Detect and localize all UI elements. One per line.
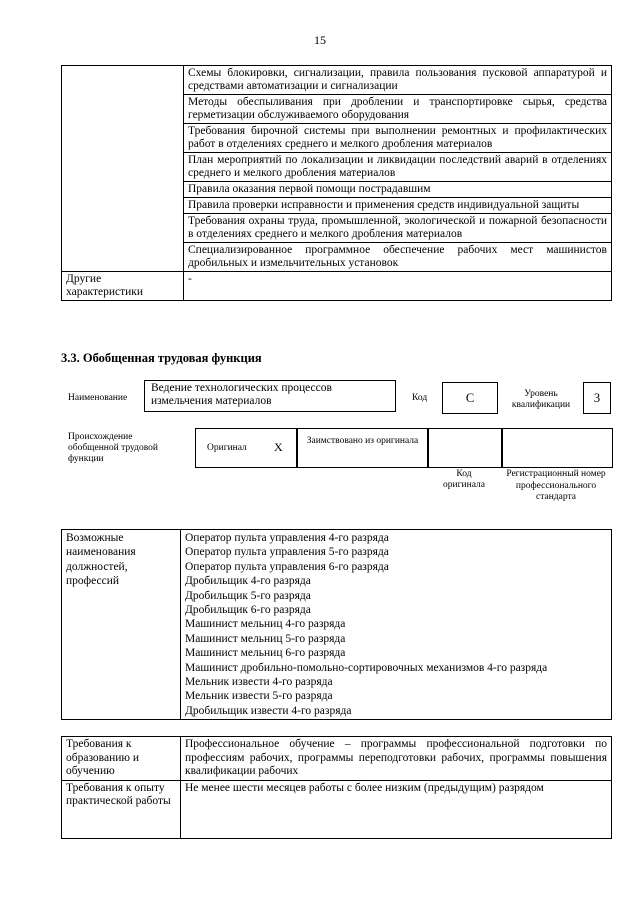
- position-item: Оператор пульта управления 6-го разряда: [185, 560, 389, 573]
- position-item: Оператор пульта управления 5-го разряда: [185, 546, 389, 559]
- position-item: Машинист дробильно-помольно-сортировочных механизмов 4-го разряда: [185, 661, 548, 674]
- name-label: Наименование: [68, 393, 128, 403]
- position-item: Мельник извести 5-го разряда: [185, 690, 333, 703]
- section-title: 3.3. Обобщенная трудовая функция: [61, 351, 262, 365]
- table-cell-empty: [62, 66, 184, 272]
- table-row: [62, 737, 612, 781]
- experience-label: Требования к опыту практической работы: [62, 780, 181, 838]
- borrowed-box: [296, 428, 429, 468]
- reg-number-caption: Регистрационный номер профессионального стандарта: [506, 469, 606, 502]
- position-item: Машинист мельниц 6-го разряда: [185, 647, 346, 660]
- original-mark: X: [274, 440, 283, 454]
- code-value: C: [465, 391, 475, 405]
- borrowed-label: Заимствовано из оригинала: [306, 436, 419, 446]
- knowledge-item: Требования охраны труда, промышленной, экологической и пожарной безопасности в отделениях среднего и мелкого дробления материалов: [184, 214, 612, 243]
- position-item: Оператор пульта управления 4-го разряда: [185, 532, 389, 544]
- position-item: Машинист мельниц 4-го разряда: [185, 618, 346, 631]
- knowledge-table: [61, 65, 612, 301]
- knowledge-item: Схемы блокировки, сигнализации, правила пользования пусковой аппаратурой и средствами автоматизации и сигнализации: [184, 66, 612, 95]
- position-item: Машинист мельниц 5-го разряда: [185, 632, 346, 645]
- experience-value: Не менее шести месяцев работы с более низким (предыдущим) разрядом: [181, 780, 612, 838]
- code-label: Код: [412, 393, 428, 403]
- position-item: Дробильщик 4-го разряда: [185, 575, 311, 588]
- other-label: Другие характеристики: [62, 272, 184, 301]
- other-value: -: [184, 272, 612, 301]
- name-value: Ведение технологических процессов измельчения материалов: [151, 382, 332, 407]
- code-original-box: [427, 428, 503, 468]
- requirements-table: [61, 736, 612, 839]
- original-label: Оригинал: [207, 443, 247, 453]
- position-item: Мельник извести 4-го разряда: [185, 676, 333, 689]
- positions-list: [181, 530, 612, 720]
- knowledge-item: План мероприятий по локализации и ликвидации последствий аварий в отделениях среднего и мелкого дробления материалов: [184, 153, 612, 182]
- reg-number-box: [501, 428, 613, 468]
- code-box: [442, 382, 498, 414]
- level-value: 3: [593, 391, 601, 405]
- positions-table: [61, 529, 612, 720]
- page-number: 15: [314, 33, 326, 47]
- name-box: [144, 380, 396, 412]
- position-item: Дробильщик 5-го разряда: [185, 589, 311, 602]
- table-row: [62, 780, 612, 838]
- knowledge-item: Требования бирочной системы при выполнении ремонтных и профилактических работ в отделениях среднего и мелкого дробления материалов: [184, 124, 612, 153]
- origin-label: Происхождение обобщенной трудовой функции: [68, 432, 158, 464]
- level-box: [583, 382, 611, 414]
- knowledge-item: Правила оказания первой помощи пострадавшим: [184, 182, 612, 198]
- education-label: Требования к образованию и обучению: [62, 737, 181, 781]
- education-value: Профессиональное обучение – программы профессиональной подготовки по профессиям рабочих, программы переподготовки рабочих, программы повышения квалификации рабочих: [181, 737, 612, 781]
- table-row: [62, 66, 612, 95]
- position-item: Дробильщик извести 4-го разряда: [185, 704, 352, 717]
- level-label: Уровень квалификации: [511, 389, 571, 410]
- code-original-caption: Код оригинала: [443, 469, 485, 490]
- position-item: Дробильщик 6-го разряда: [185, 604, 311, 617]
- table-row: [62, 272, 612, 301]
- knowledge-item: Специализированное программное обеспечение рабочих мест машинистов дробильных и измельчительных установок: [184, 243, 612, 272]
- positions-label: Возможные наименования должностей, профессий: [62, 530, 181, 720]
- original-box: [195, 428, 298, 468]
- knowledge-item: Правила проверки исправности и применения средств индивидуальной защиты: [184, 198, 612, 214]
- table-row: [62, 530, 612, 720]
- knowledge-item: Методы обеспыливания при дроблении и транспортировке сырья, средства герметизации обслуживаемого оборудования: [184, 95, 612, 124]
